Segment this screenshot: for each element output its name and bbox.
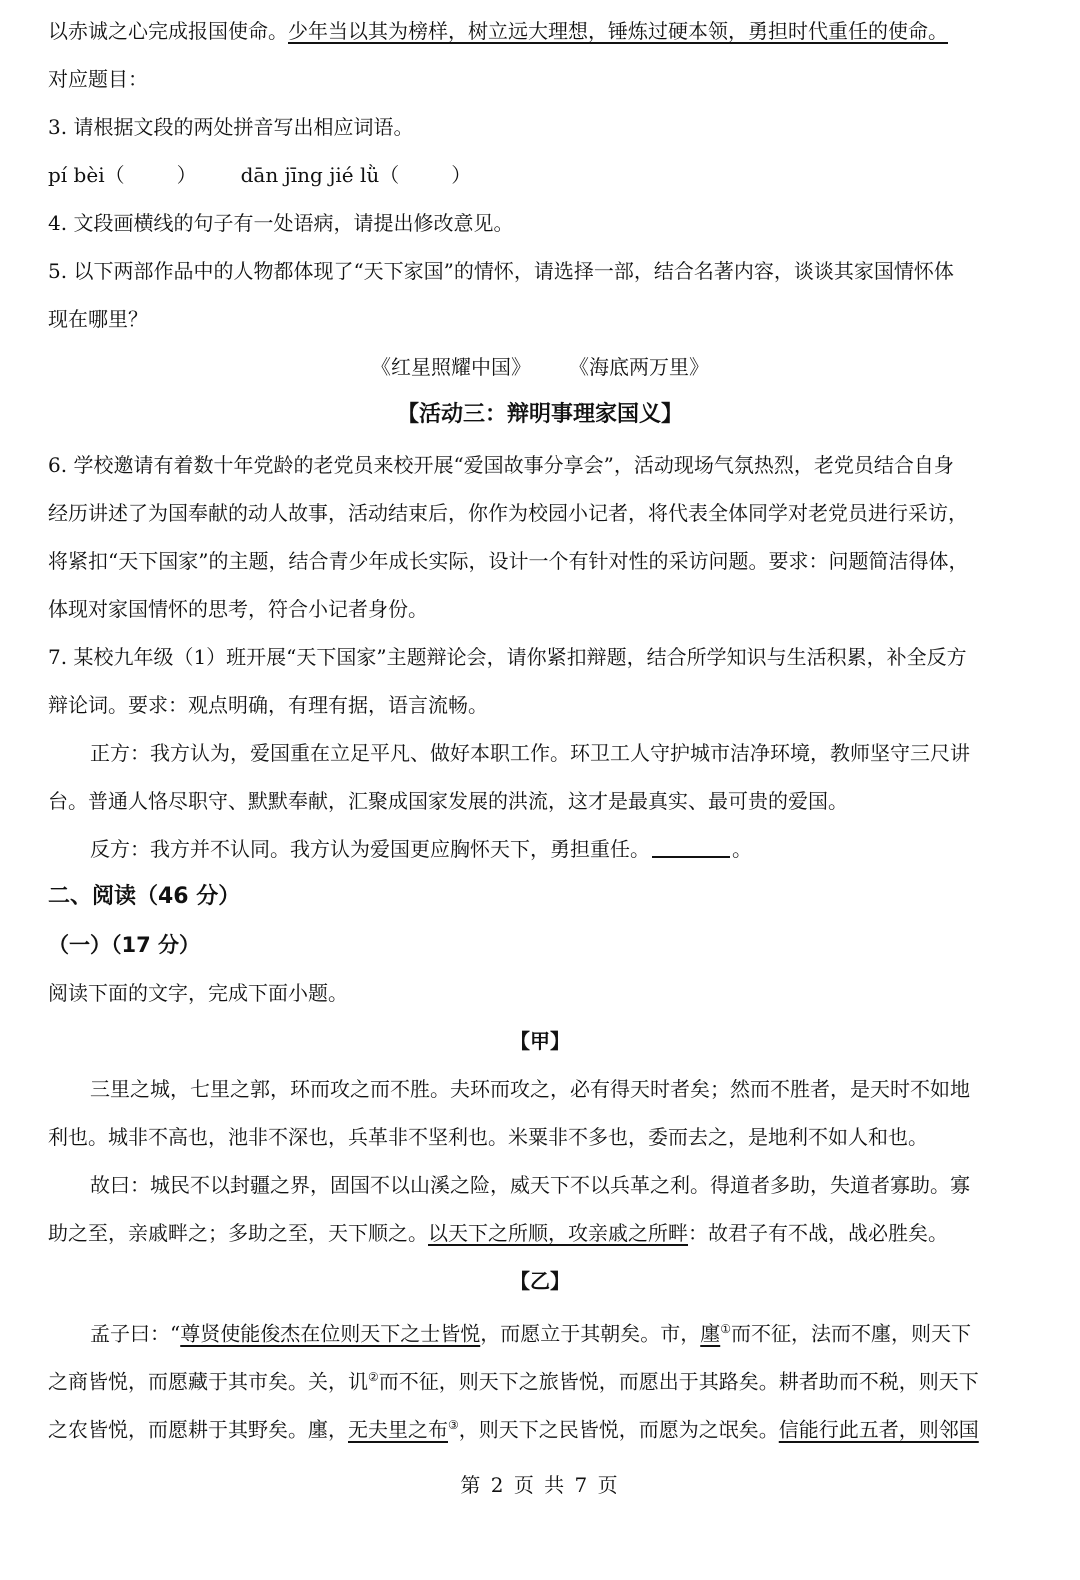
footnote-marker-2: ②: [368, 1370, 379, 1384]
section-2-title: 二、阅读（46 分）: [48, 884, 241, 909]
footnote-marker-3: ③: [448, 1418, 459, 1432]
pro-argument-line-2: 台。普通人恪尽职守、默默奉献，汇聚成国家发展的洪流，这才是最真实、最可贵的爱国。: [48, 789, 848, 813]
jia-para-2-line-2: [48, 1218, 1046, 1248]
yi-text: 而不征，则天下之旅皆悦，而愿出于其路矣。耕者助而不税，则天下: [378, 1369, 979, 1394]
passage-yi-title: 【乙】: [510, 1269, 570, 1293]
passage-text: 以赤诚之心完成报国使命。: [48, 19, 288, 43]
question-6-line-2: 经历讲述了为国奉献的动人故事，活动结束后，你作为校园小记者，将代表全体同学对老党员进行采访，: [48, 501, 968, 525]
question-5-line-1: 5. 以下两部作品中的人物都体现了“天下家国”的情怀，请选择一部，结合名著内容，谈谈其家国情怀体: [48, 259, 954, 283]
yi-underlined-1: 尊贤使能俊杰在位则天下之士皆悦: [180, 1321, 481, 1346]
pinyin-line: [48, 160, 1046, 190]
con-answer-blank[interactable]: [652, 836, 730, 858]
jia-text-end: ：故君子有不战，战必胜矣。: [688, 1221, 948, 1245]
yi-underlined-4: 信能行此五者，则邻国: [778, 1417, 979, 1442]
part-1-title: （一）（17 分）: [48, 933, 201, 957]
question-6-line-1: 6. 学校邀请有着数十年党龄的老党员来校开展“爱国故事分享会”，活动现场气氛热烈，老党员结合自身: [48, 453, 954, 477]
pinyin-1-close: ）: [176, 163, 197, 187]
pinyin-2: dān jīng jié lǜ（: [240, 163, 400, 187]
con-argument-end: 。: [732, 837, 752, 861]
yi-text: 之商皆悦，而愿藏于其市矣。关，讥: [48, 1369, 368, 1394]
book-title-1: 《红星照耀中国》: [371, 355, 531, 379]
question-7-line-2: 辩论词。要求：观点明确，有理有据，语言流畅。: [48, 693, 488, 717]
con-argument-line: [90, 834, 1046, 864]
question-5-line-2: 现在哪里？: [48, 307, 148, 331]
question-7-line-1: 7. 某校九年级（1）班开展“天下国家”主题辩论会，请你紧扣辩题，结合所学知识与生活积累，补全反方: [48, 645, 967, 669]
jia-para-1-line-2: 利也。城非不高也，池非不深也，兵革非不坚利也。米粟非不多也，委而去之，是地利不如人和也。: [48, 1125, 928, 1149]
yi-underlined-3: 无夫里之布: [348, 1417, 448, 1442]
pinyin-1: pí bèi（: [48, 163, 125, 187]
yi-text: ，而愿立于其朝矣。市，: [480, 1321, 701, 1346]
underlined-sentence: 少年当以其为榜样，树立远大理想，锤炼过硬本领，勇担时代重任的使命。: [288, 19, 948, 43]
pinyin-2-close: ）: [451, 163, 472, 187]
yi-line-3: [48, 1410, 1046, 1445]
yi-text: 孟子曰：“: [90, 1321, 181, 1346]
jia-para-1-line-1: 三里之城，七里之郭，环而攻之而不胜。夫环而攻之，必有得天时者矣；然而不胜者，是天时不如地: [90, 1077, 970, 1101]
yi-text: 而不征，法而不廛，则天下: [731, 1321, 971, 1346]
question-3: 3. 请根据文段的两处拼音写出相应词语。: [48, 115, 414, 139]
footnote-marker-1: ①: [720, 1322, 731, 1336]
reading-intro: 阅读下面的文字，完成下面小题。: [48, 981, 348, 1005]
book-titles: [0, 352, 1080, 382]
passage-line: [48, 16, 1046, 46]
yi-line-2: [48, 1362, 1046, 1397]
yi-text: 之农皆悦，而愿耕于其野矣。廛，: [48, 1417, 348, 1442]
jia-para-2-line-1: 故曰：城民不以封疆之界，固国不以山溪之险，威天下不以兵革之利。得道者多助，失道者寡助。寡: [90, 1173, 970, 1197]
pro-argument-line-1: 正方：我方认为，爱国重在立足平凡、做好本职工作。环卫工人守护城市洁净环境，教师坚守三尺讲: [90, 741, 970, 765]
activity-3-title: 【活动三：辩明事理家国义】: [396, 402, 683, 427]
jia-underlined: 以天下之所顺，攻亲戚之所畔: [428, 1221, 688, 1245]
question-6-line-3: 将紧扣“天下国家”的主题，结合青少年成长实际，设计一个有针对性的采访问题。要求：问题简洁得体，: [48, 549, 969, 573]
con-argument-text: 反方：我方并不认同。我方认为爱国更应胸怀天下，勇担重任。: [90, 837, 650, 861]
yi-text: ，则天下之民皆悦，而愿为之氓矣。: [458, 1417, 779, 1442]
question-6-line-4: 体现对家国情怀的思考，符合小记者身份。: [48, 597, 428, 621]
yi-underlined-2: 廛: [700, 1321, 721, 1346]
book-title-2: 《海底两万里》: [569, 355, 709, 379]
question-4: 4. 文段画横线的句子有一处语病，请提出修改意见。: [48, 211, 514, 235]
yi-line-1: [90, 1314, 1046, 1349]
page-footer: 第 2 页 共 7 页: [460, 1473, 620, 1497]
question-label: 对应题目：: [48, 67, 148, 91]
jia-text: 助之至，亲戚畔之；多助之至，天下顺之。: [48, 1221, 428, 1245]
passage-jia-title: 【甲】: [510, 1029, 570, 1053]
